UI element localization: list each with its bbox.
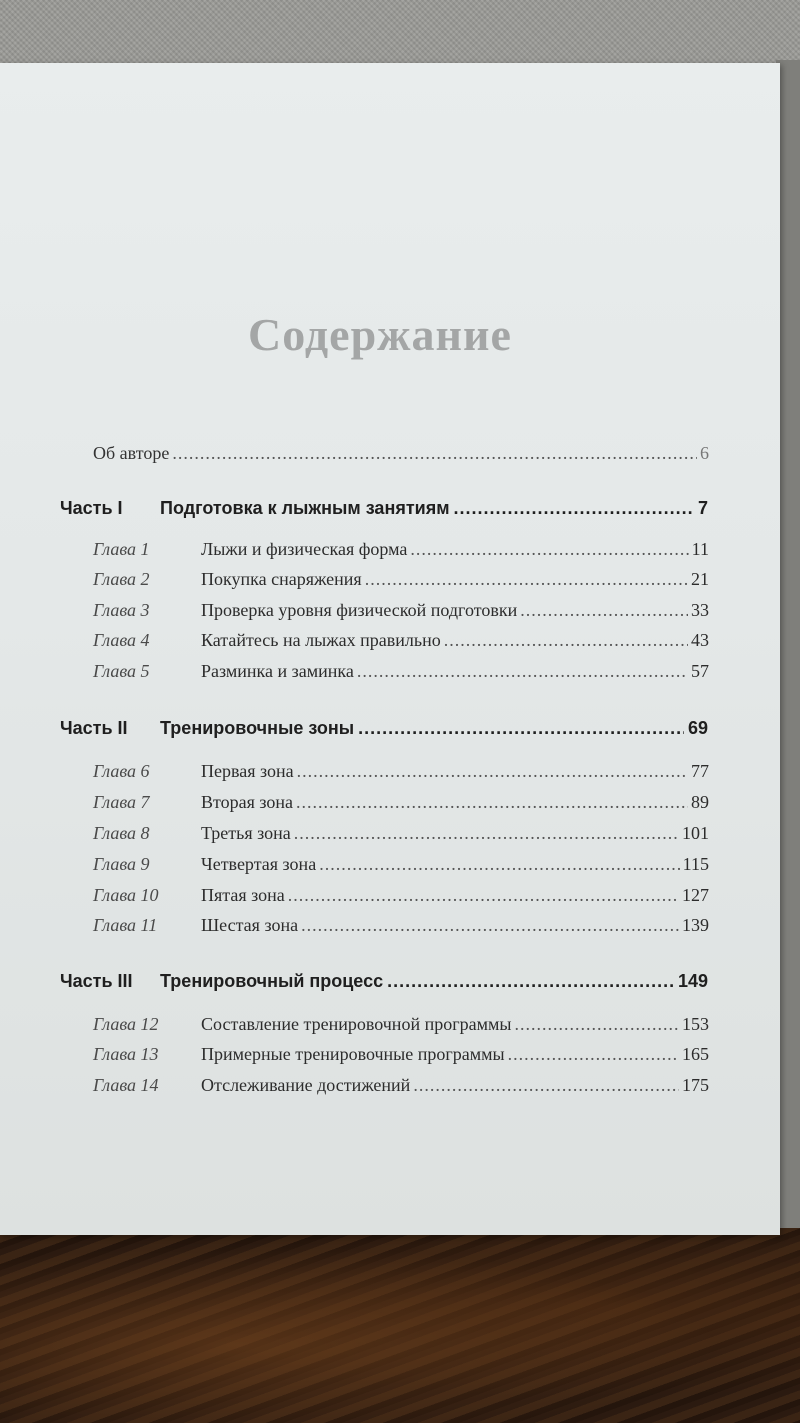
chapter-label: Глава 10 [93, 885, 159, 905]
page-title: Содержание [248, 309, 512, 360]
dot-leader [514, 1014, 679, 1035]
dot-leader [301, 915, 679, 936]
chapter-label: Глава 7 [93, 792, 150, 812]
dot-leader [413, 1075, 679, 1096]
part-label: Часть I [60, 498, 123, 518]
dot-leader [454, 498, 694, 519]
part-title: Подготовка к лыжным занятиям [160, 498, 450, 518]
toc-chapter [93, 569, 709, 599]
wooden-table [0, 1228, 800, 1423]
chapter-label: Глава 2 [93, 569, 150, 589]
book-page [0, 63, 780, 1235]
dot-leader [297, 761, 688, 782]
chapter-page: 101 [682, 823, 709, 843]
chapter-title: Примерные тренировочные программы [201, 1044, 505, 1064]
toc-entry-title: Об авторе [93, 443, 170, 463]
chapter-page: 89 [691, 792, 709, 812]
chapter-label: Глава 3 [93, 600, 150, 620]
part-title: Тренировочные зоны [160, 718, 355, 738]
dot-leader [444, 630, 688, 651]
chapter-label: Глава 5 [93, 661, 150, 681]
toc-chapter [93, 1014, 709, 1044]
dot-leader [296, 792, 688, 813]
toc-chapter [93, 854, 709, 884]
toc-part-2 [60, 718, 708, 750]
part-page: 7 [697, 498, 708, 518]
chapter-title: Разминка и заминка [201, 661, 354, 681]
chapter-label: Глава 12 [93, 1014, 159, 1034]
chapter-page: 43 [691, 630, 709, 650]
chapter-page: 115 [682, 854, 709, 874]
dot-leader [288, 885, 679, 906]
chapter-page: 57 [691, 661, 709, 681]
chapter-page: 139 [682, 915, 709, 935]
chapter-page: 165 [682, 1044, 709, 1064]
toc-part-1 [60, 498, 708, 530]
dot-leader [508, 1044, 679, 1065]
toc-chapter [93, 761, 709, 791]
chapter-label: Глава 11 [93, 915, 158, 935]
dot-leader [520, 600, 688, 621]
chapter-label: Глава 4 [93, 630, 150, 650]
chapter-title: Лыжи и физическая форма [201, 539, 408, 559]
toc-chapter [93, 539, 709, 569]
chapter-title: Отслеживание достижений [201, 1075, 411, 1095]
toc-chapter [93, 661, 709, 691]
chapter-label: Глава 14 [93, 1075, 159, 1095]
chapter-title: Покупка снаряжения [201, 569, 362, 589]
chapter-page: 11 [691, 539, 709, 559]
part-page: 149 [677, 971, 708, 991]
toc-entry-page: 6 [700, 443, 709, 463]
toc-part-3 [60, 971, 708, 1003]
toc-entry-about [93, 443, 709, 473]
chapter-label: Глава 6 [93, 761, 150, 781]
chapter-page: 21 [691, 569, 709, 589]
part-label: Часть II [60, 718, 128, 738]
toc-chapter [93, 792, 709, 822]
chapter-title: Проверка уровня физической подготовки [201, 600, 518, 620]
chapter-title: Первая зона [201, 761, 294, 781]
dot-leader [387, 971, 674, 992]
toc-chapter [93, 915, 709, 945]
chapter-title: Четвертая зона [201, 854, 317, 874]
chapter-title: Пятая зона [201, 885, 285, 905]
dot-leader [358, 718, 684, 739]
chapter-title: Третья зона [201, 823, 291, 843]
dot-leader [365, 569, 688, 590]
chapter-page: 175 [682, 1075, 709, 1095]
chapter-page: 77 [691, 761, 709, 781]
chapter-title: Составление тренировочной программы [201, 1014, 512, 1034]
chapter-page: 33 [691, 600, 709, 620]
chapter-page: 153 [682, 1014, 709, 1034]
dot-leader [172, 443, 697, 464]
chapter-page: 127 [682, 885, 709, 905]
chapter-label: Глава 9 [93, 854, 150, 874]
chapter-label: Глава 13 [93, 1044, 159, 1064]
chapter-title: Катайтесь на лыжах правильно [201, 630, 441, 650]
toc-chapter [93, 1075, 709, 1105]
toc-chapter [93, 823, 709, 853]
dot-leader [357, 661, 688, 682]
part-page: 69 [687, 718, 708, 738]
toc-chapter [93, 885, 709, 915]
dot-leader [319, 854, 679, 875]
chapter-title: Шестая зона [201, 915, 299, 935]
toc-chapter [93, 600, 709, 630]
toc-chapter [93, 1044, 709, 1074]
dot-leader [294, 823, 679, 844]
chapter-label: Глава 8 [93, 823, 150, 843]
toc-chapter [93, 630, 709, 660]
chapter-title: Вторая зона [201, 792, 294, 812]
dot-leader [410, 539, 688, 560]
chapter-label: Глава 1 [93, 539, 150, 559]
part-title: Тренировочный процесс [160, 971, 384, 991]
part-label: Часть III [60, 971, 133, 991]
